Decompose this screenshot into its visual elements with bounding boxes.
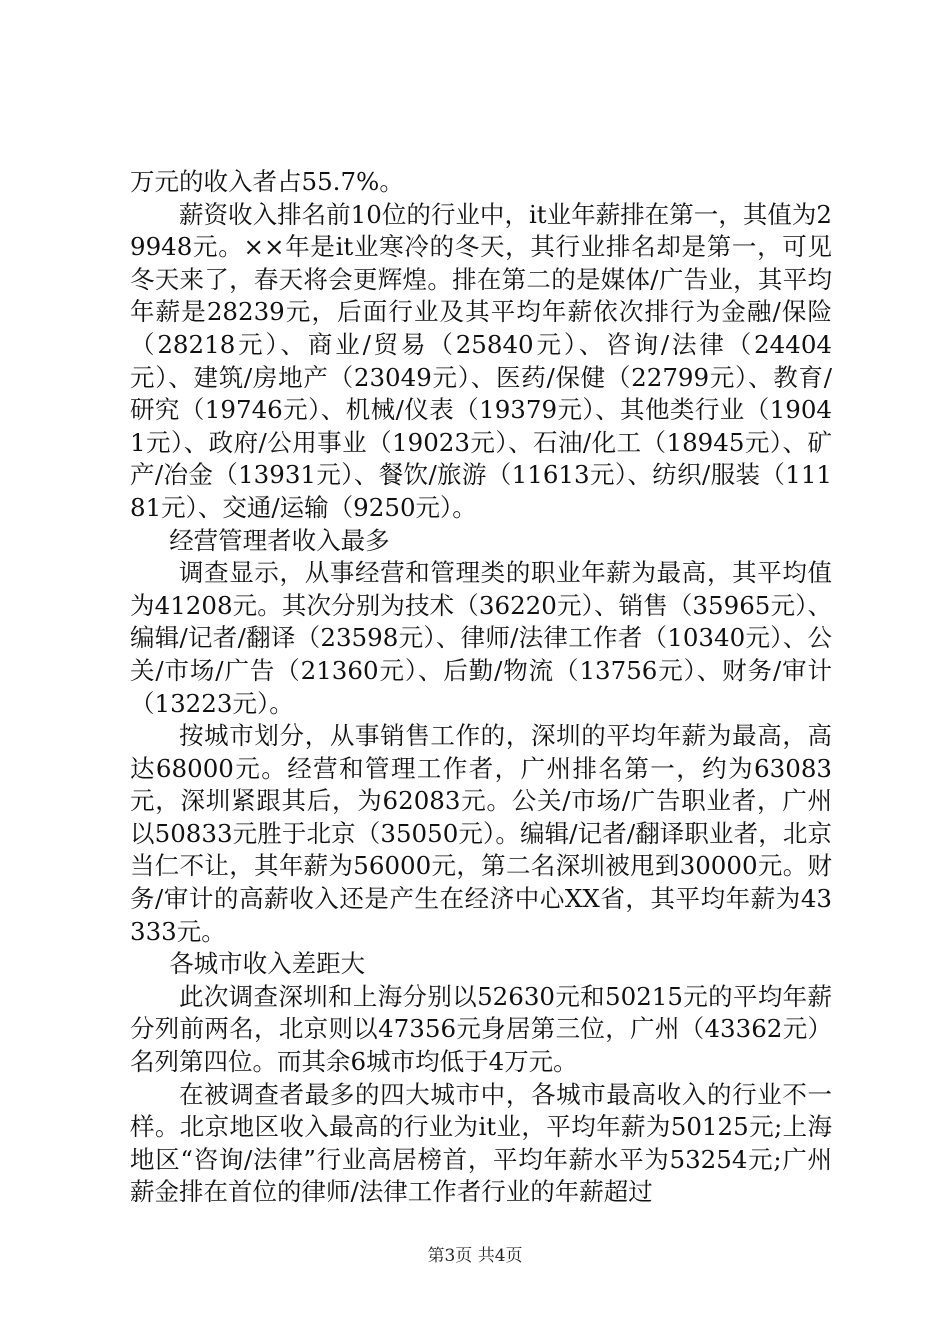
- paragraph-continuation: 万元的收入者占55.7%。: [130, 167, 404, 196]
- paragraph-city-ranking: 此次调查深圳和上海分别以52630元和50215元的平均年薪分列前两名，北京则以47356元身居第三位，广州（43362元）名列第四位。而其余6城市均低于4万元。: [130, 981, 832, 1077]
- page-number-footer: 第3页 共4页: [427, 1246, 523, 1266]
- paragraph-occupation-salary: 调查显示，从事经营和管理类的职业年薪为最高，其平均值为41208元。其次分别为技术（36220元）、销售（35965元）、编辑/记者/翻译（23598元）、律师/法律工作者（10340元）、公关/市场/广告（21360元）、后勤/物流（13756元）、财务/审计（13223元）。: [130, 558, 832, 718]
- paragraph-city-occupation: 按城市划分，从事销售工作的，深圳的平均年薪为最高，高达68000元。经营和管理工作者，广州排名第一，约为63083元，深圳紧跟其后，为62083元。公关/市场/广告职业者，广州以50833元胜于北京（35050元）。编辑/记者/翻译职业者，北京当仁不让，其年薪为56000元，第二名深圳被甩到30000元。财务/审计的高薪收入还是产生在经济中心XX省，其平均年薪为43333元。: [130, 721, 832, 946]
- section-heading-management: 经营管理者收入最多: [169, 525, 390, 555]
- paragraph-industry-salary: 薪资收入排名前10位的行业中，it业年薪排在第一，其值为29948元。××年是it业寒冷的冬天，其行业排名却是第一，可见冬天来了，春天将会更辉煌。排在第二的是媒体/广告业，其平均年薪是28239元，后面行业及其平均年薪依次排行为金融/保险（28218元）、商业/贸易（25840元）、咨询/法律（24404元）、建筑/房地产（23049元）、医药/保健（22799元）、教育/研究（19746元）、机械/仪表（19379元）、其他类行业（19041元）、政府/公用事业（19023元）、石油/化工（18945元）、矿产/冶金（13931元）、餐饮/旅游（11613元）、纺织/服装（11181元）、交通/运输（9250元）。: [130, 199, 832, 522]
- paragraph-top-industries: 在被调查者最多的四大城市中，各城市最高收入的行业不一样。北京地区收入最高的行业为it业，平均年薪为50125元;上海地区“咨询/法律”行业高居榜首，平均年薪水平为53254元;广州薪金排在首位的律师/法律工作者行业的年薪超过: [130, 1079, 832, 1207]
- section-heading-city-gap: 各城市收入差距大: [169, 949, 366, 979]
- document-body: [130, 166, 832, 1209]
